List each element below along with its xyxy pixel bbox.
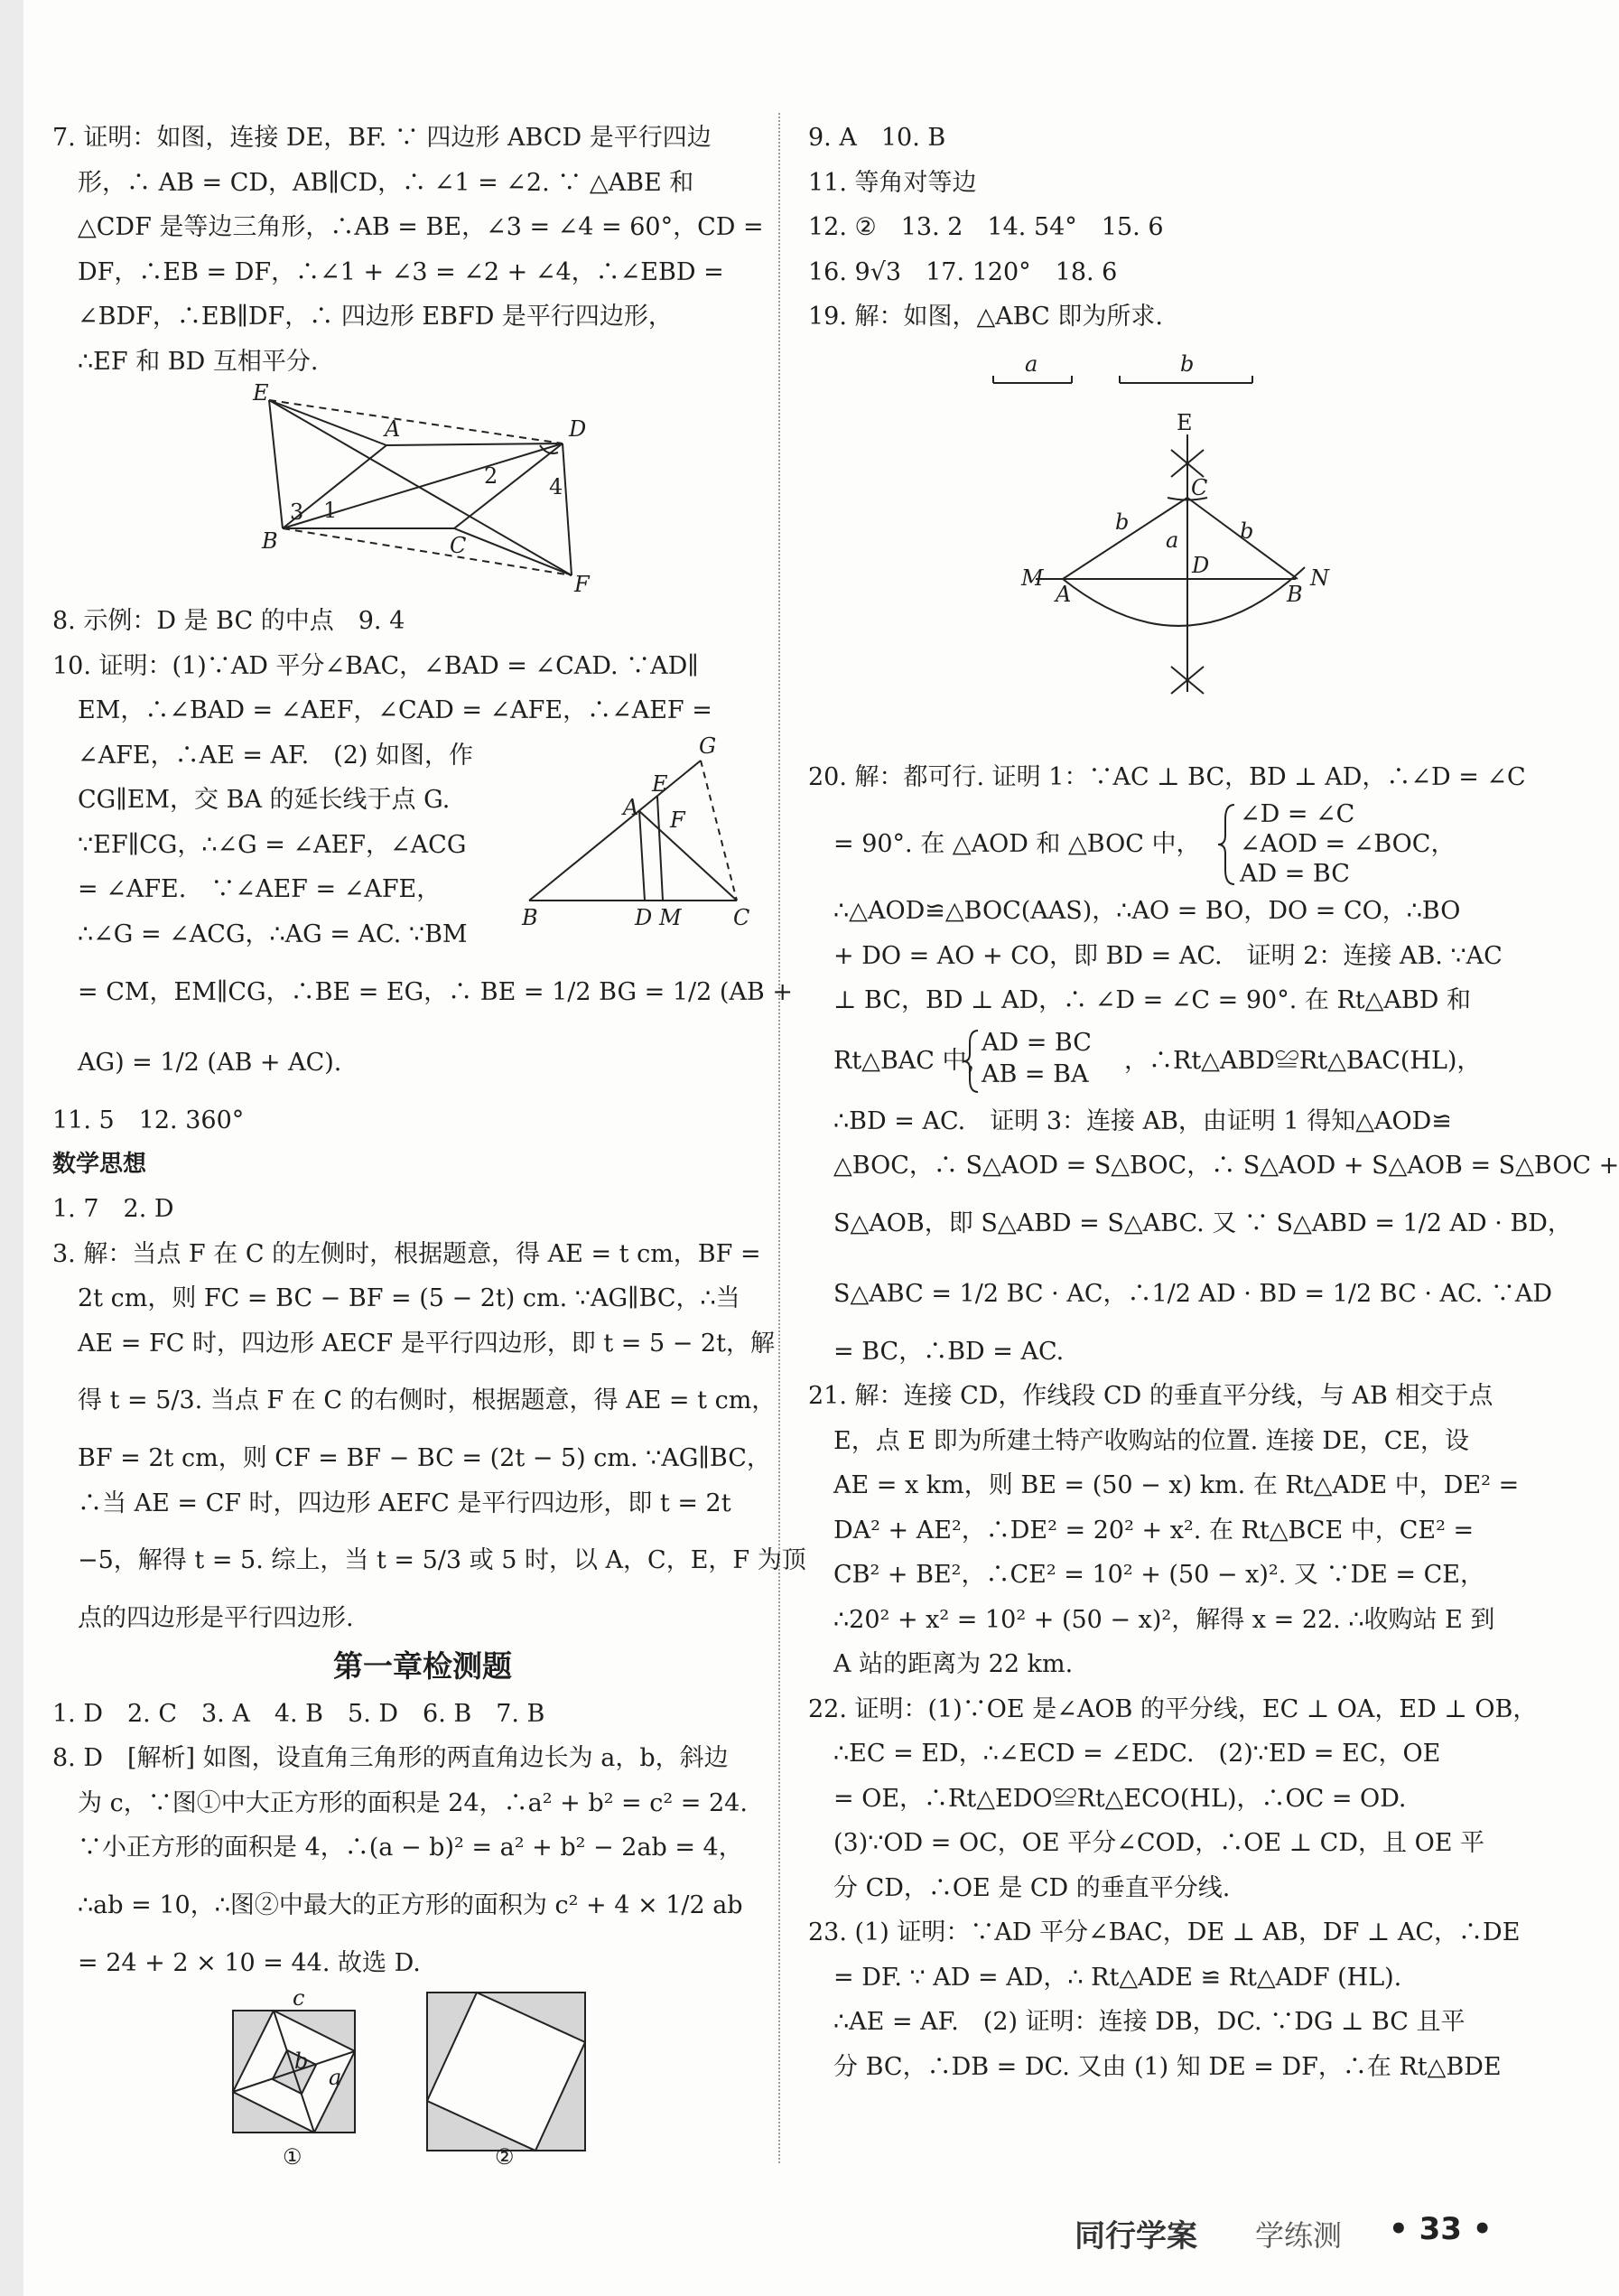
construction-diagram (808, 340, 1508, 755)
condition-line: AD = BC (982, 1028, 1092, 1057)
label-C: C (733, 904, 750, 930)
text-line: 1. D 2. C 3. A 4. B 5. D 6. B 7. B (52, 1699, 545, 1728)
segment-a-label: a (1025, 350, 1038, 377)
side-b-left: b (1115, 509, 1130, 535)
text-line: ∴AE = AF. (2) 证明：连接 DB，DC. ∵DG ⊥ BC 且平 (833, 2008, 1465, 2036)
text-line: = 24 + 2 × 10 = 44. 故选 D. (78, 1948, 421, 1977)
angle-3-label: 3 (290, 499, 304, 525)
text-line: 21. 解：连接 CD，作线段 CD 的垂直平分线，与 AB 相交于点 (808, 1382, 1493, 1410)
label-a: a (329, 2065, 342, 2090)
text-line: 11. 5 12. 360° (52, 1106, 245, 1134)
label-D: D (1192, 552, 1210, 578)
text-line: A 站的距离为 22 km. (833, 1650, 1074, 1678)
text-line: 23. (1) 证明：∵AD 平分∠BAC，DE ⊥ AB，DF ⊥ AC，∴DE (808, 1918, 1521, 1946)
text-line: 点的四边形是平行四边形. (78, 1604, 354, 1632)
label-A: A (385, 416, 401, 442)
label-E: E (253, 380, 269, 406)
section-heading: 数学思想 (52, 1151, 147, 1178)
condition-line: AB = BA (982, 1059, 1089, 1088)
text-line: 3. 解：当点 F 在 C 的左侧时，根据题意，得 AE = t cm，BF = (52, 1239, 761, 1268)
label-D: D (569, 416, 587, 442)
text-line: ∠BDF，∴EB∥DF，∴ 四边形 EBFD 是平行四边形， (78, 303, 673, 331)
text-line: ∴EC = ED，∴∠ECD = ∠EDC. (2)∵ED = EC，OE (833, 1740, 1441, 1768)
chapter-title: 第一章检测题 (333, 1647, 512, 1684)
label-F: F (670, 807, 685, 833)
text-line: DA² + AE²，∴DE² = 20² + x². 在 Rt△BCE 中，CE² = (833, 1516, 1475, 1545)
label-N: N (1310, 565, 1329, 591)
angle-2-label: 2 (484, 463, 498, 489)
footer-series: 学练测 (1255, 2218, 1343, 2253)
side-a-middle: a (1166, 527, 1179, 553)
page-edge-shadow (0, 0, 23, 2296)
figure-q19 (808, 340, 1508, 755)
label-M: M (659, 904, 682, 930)
label-E: E (1177, 409, 1193, 435)
text-line: 1. 7 2. D (52, 1195, 174, 1223)
text-line: AE = FC 时，四边形 AECF 是平行四边形，即 t = 5 − 2t，解 (78, 1329, 775, 1358)
text-line: ⊥ BC，BD ⊥ AD，∴ ∠D = ∠C = 90°. 在 Rt△ABD 和 (833, 986, 1471, 1014)
right-column (808, 116, 1619, 2089)
squares-diagram (52, 1985, 757, 2170)
text-line: = 90°. 在 △AOD 和 △BOC 中， (833, 830, 1201, 858)
figure-q7 (52, 380, 757, 599)
text-line: CG∥EM，交 BA 的延长线于点 G. (78, 786, 451, 814)
condition-line: ∠D = ∠C (1240, 800, 1355, 828)
figure-q8 (52, 1985, 757, 2170)
text-line: = OE，∴Rt△EDO≌Rt△ECO(HL)，∴OC = OD. (833, 1784, 1407, 1813)
text-line: 11. 等角对等边 (808, 168, 977, 197)
label-B: B (262, 528, 278, 554)
text-line: Rt△BAC 中， (833, 1046, 991, 1075)
text-line: ∵EF∥CG，∴∠G = ∠AEF，∠ACG (78, 830, 467, 859)
label-C: C (450, 533, 467, 558)
text-line: ∴20² + x² = 10² + (50 − x)²，解得 x = 22. ∴收购站 E 到 (833, 1605, 1495, 1634)
text-line: −5，解得 t = 5. 综上，当 t = 5/3 或 5 时，以 A，C，E，F 为顶 (78, 1546, 806, 1574)
label-c: c (293, 1985, 305, 2011)
footer-brand: 同行学案 (1075, 2218, 1197, 2254)
text-line: 7. 证明：如图，连接 DE，BF. ∵ 四边形 ABCD 是平行四边 (52, 124, 712, 152)
text-line: DF，∴EB = DF，∴∠1 + ∠3 = ∠2 + ∠4，∴∠EBD = (78, 257, 724, 286)
text-line: ，∴Rt△ABD≌Rt△BAC(HL)， (1124, 1046, 1482, 1075)
text-line: ∴∠G = ∠ACG，∴AG = AC. ∵BM (78, 919, 468, 948)
left-column (52, 116, 806, 2170)
text-line: E，点 E 即为所建土特产收购站的位置. 连接 DE，CE，设 (833, 1426, 1470, 1455)
label-B: B (1287, 581, 1303, 607)
text-line: 2t cm，则 FC = BC − BF = (5 − 2t) cm. ∵AG∥BC，∴当 (78, 1284, 740, 1312)
label-F: F (574, 572, 590, 597)
label-G: G (699, 733, 717, 759)
text-line: AE = x km，则 BE = (50 − x) km. 在 Rt△ADE 中，DE² = (833, 1471, 1520, 1499)
side-b-right: b (1240, 518, 1254, 544)
text-line: AG) = 1/2 (AB + AC). (78, 1048, 342, 1077)
text-line: S△AOB，即 S△ABD = S△ABC. 又 ∵ S△ABD = 1/2 AD · BD， (833, 1209, 1572, 1237)
page-number: • 33 • (1389, 2211, 1493, 2247)
text-line: ∠AFE，∴AE = AF. (2) 如图，作 (78, 741, 473, 770)
text-line: + DO = AO + CO，即 BD = AC. 证明 2：连接 AB. ∵AC (833, 941, 1503, 970)
angle-4-label: 4 (549, 474, 563, 499)
brace-system-2 (962, 1027, 980, 1096)
text-line: EM，∴∠BAD = ∠AEF，∠CAD = ∠AFE，∴∠AEF = (78, 696, 712, 724)
label-A: A (623, 794, 639, 820)
text-line: 12. ② 13. 2 14. 54° 15. 6 (808, 213, 1164, 241)
condition-line: ∠AOD = ∠BOC， (1240, 830, 1456, 858)
text-line: = BC，∴BD = AC. (833, 1337, 1065, 1366)
text-line: 16. 9√3 17. 120° 18. 6 (808, 257, 1118, 286)
text-line: 8. D [解析] 如图，设直角三角形的两直角边长为 a，b，斜边 (52, 1744, 729, 1772)
text-line: 8. 示例：D 是 BC 的中点 9. 4 (52, 607, 405, 635)
text-line: = DF. ∵ AD = AD，∴ Rt△ADE ≌ Rt△ADF (HL). (833, 1963, 1402, 1992)
text-line: 分 CD，∴OE 是 CD 的垂直平分线. (833, 1873, 1231, 1902)
text-line: 分 BC，∴DB = DC. 又由 (1) 知 DE = DF，∴在 Rt△BDE (833, 2052, 1502, 2081)
label-A: A (1056, 581, 1072, 607)
label-C: C (1191, 474, 1208, 500)
text-line: = CM，EM∥CG，∴BE = EG，∴ BE = 1/2 BG = 1/2 (AB + (78, 977, 793, 1006)
figure-q10 (522, 733, 757, 928)
label-D: D (635, 904, 653, 930)
text-line: ∴当 AE = CF 时，四边形 AEFC 是平行四边形，即 t = 2t (78, 1489, 731, 1517)
condition-line: AD = BC (1240, 860, 1350, 888)
angle-1-label: 1 (323, 498, 338, 523)
text-line: 9. A 10. B (808, 124, 946, 152)
figure-2-label: ② (495, 2144, 515, 2170)
text-line: BF = 2t cm，则 CF = BF − BC = (2t − 5) cm. ∵AG∥BC， (78, 1444, 771, 1472)
text-line: 得 t = 5/3. 当点 F 在 C 的右侧时，根据题意，得 AE = t cm， (78, 1386, 777, 1414)
text-line: ∴△AOD≌△BOC(AAS)，∴AO = BO，DO = CO，∴BO (833, 897, 1461, 925)
text-line: (3)∵OD = OC，OE 平分∠COD，∴OE ⊥ CD，且 OE 平 (833, 1829, 1484, 1857)
label-b: b (294, 2049, 309, 2074)
text-line: ∴EF 和 BD 互相平分. (78, 347, 319, 376)
label-B: B (522, 904, 538, 930)
column-divider (778, 113, 780, 2163)
text-line: 22. 证明：(1)∵OE 是∠AOB 的平分线，EC ⊥ OA，ED ⊥ OB， (808, 1694, 1538, 1723)
text-line: △BOC，∴ S△AOD = S△BOC，∴ S△AOD + S△AOB = S△BOC + (833, 1152, 1619, 1180)
text-line: CB² + BE²，∴CE² = 10² + (50 − x)². 又 ∵DE = CE， (833, 1561, 1484, 1589)
text-line: ∵小正方形的面积是 4，∴(a − b)² = a² + b² − 2ab = 4， (78, 1834, 743, 1862)
text-line: 形，∴ AB = CD，AB∥CD，∴ ∠1 = ∠2. ∵ △ABE 和 (78, 168, 694, 197)
text-line: ∴ab = 10，∴图②中最大的正方形的面积为 c² + 4 × 1/2 ab (78, 1890, 743, 1919)
parallelogram-diagram (52, 380, 757, 599)
text-line: 20. 解：都可行. 证明 1：∵AC ⊥ BC，BD ⊥ AD，∴∠D = ∠C (808, 762, 1526, 791)
label-E: E (652, 770, 668, 797)
text-line: ∴BD = AC. 证明 3：连接 AB，由证明 1 得知△AOD≌ (833, 1106, 1452, 1135)
figure-1-label: ① (283, 2144, 302, 2170)
text-line: 19. 解：如图，△ABC 即为所求. (808, 303, 1163, 331)
segment-b-label: b (1180, 350, 1195, 377)
text-line: 10. 证明：(1)∵AD 平分∠BAC，∠BAD = ∠CAD. ∵AD∥ (52, 651, 699, 680)
page-footer (1075, 2211, 1508, 2256)
text-line: = ∠AFE. ∵∠AEF = ∠AFE， (78, 875, 442, 903)
text-line: △CDF 是等边三角形，∴AB = BE，∠3 = ∠4 = 60°，CD = (78, 213, 764, 241)
brace-system-1 (1216, 799, 1236, 890)
text-line: S△ABC = 1/2 BC · AC，∴1/2 AD · BD = 1/2 BC · AC. ∵AD (833, 1279, 1552, 1308)
label-M: M (1021, 565, 1044, 591)
text-line: 为 c，∵图①中大正方形的面积是 24，∴a² + b² = c² = 24. (78, 1788, 748, 1817)
